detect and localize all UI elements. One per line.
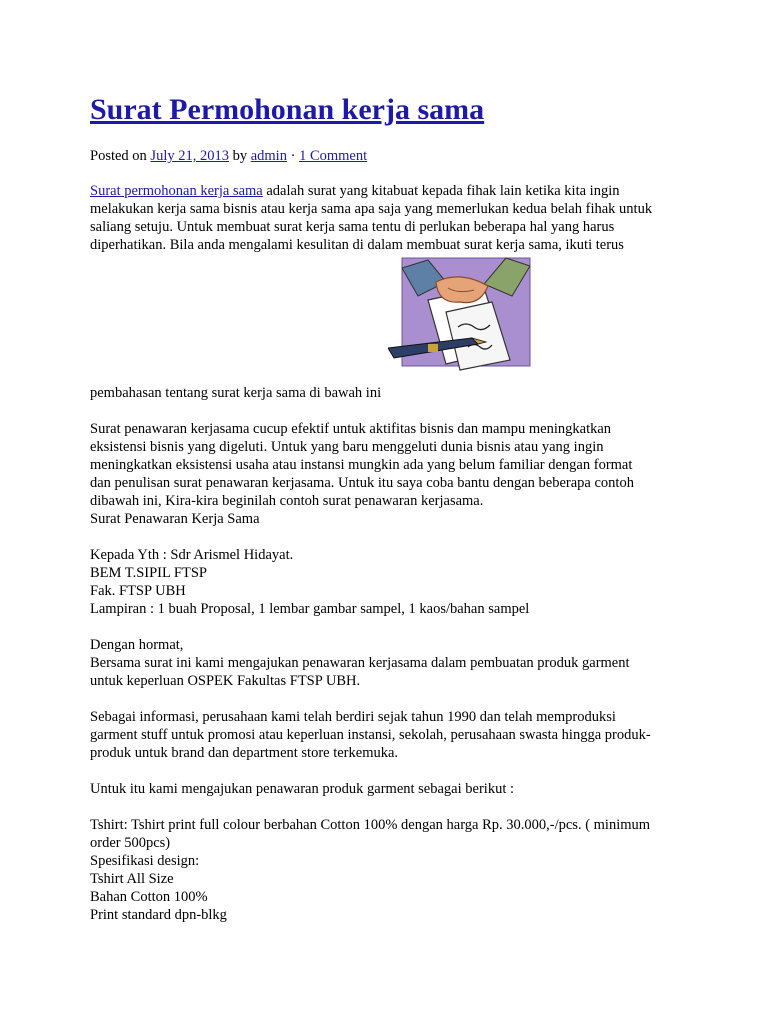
paragraph-2 xyxy=(90,420,690,528)
posted-on-label: Posted on xyxy=(90,148,147,164)
paragraph-2-line: Surat penawaran kerjasama cucup efektif untuk aktifitas bisnis dan mampu meningkatkan xyxy=(90,421,612,437)
offer-line: Bahan Cotton 100% xyxy=(90,889,208,905)
intro-line-1: adalah surat yang kitabuat kepada fihak lain ketika kita ingin xyxy=(262,183,620,199)
post-title xyxy=(90,92,484,128)
address-line: BEM T.SIPIL FTSP xyxy=(90,565,207,581)
info-block xyxy=(90,708,690,762)
paragraph-2-line: meningkatkan eksistensi usaha atau instansi mungkin ada yang belum familiar dengan format xyxy=(90,457,633,473)
offer-intro xyxy=(90,780,690,798)
offer-line: Print standard dpn-blkg xyxy=(90,907,227,923)
after-image-text xyxy=(90,384,690,402)
by-label: by xyxy=(232,148,248,164)
info-line: garment stuff untuk promosi atau keperluan instansi, sekolah, perusahaan swasta hingga produk- xyxy=(90,727,651,743)
greeting-line: Dengan hormat, xyxy=(90,637,184,653)
intro-paragraph xyxy=(90,182,690,254)
offer-intro-line: Untuk itu kami mengajukan penawaran produk garment sebagai berikut : xyxy=(90,781,514,797)
letter-heading: Surat Penawaran Kerja Sama xyxy=(90,511,260,527)
address-block xyxy=(90,546,690,618)
author-link[interactable]: admin xyxy=(250,148,287,164)
intro-line-3: saliang setuju. Untuk membuat surat kerja sama tentu di perlukan beberapa hal yang harus xyxy=(90,219,615,235)
post-title-link[interactable]: Surat Permohonan kerja sama xyxy=(90,93,485,126)
post-meta xyxy=(90,147,367,165)
intro-line-2: melakukan kerja sama bisnis atau kerja sama apa saja yang memerlukan kedua belah fihak untuk xyxy=(90,201,653,217)
paragraph-2-line: dan penulisan surat penawaran kerjasama. Untuk itu saya coba bantu dengan beberapa contoh xyxy=(90,475,634,491)
offer-line: Tshirt All Size xyxy=(90,871,174,887)
handshake-illustration xyxy=(388,252,534,372)
paragraph-2-line: dibawah ini, Kira-kira beginilah contoh surat penawaran kerjasama. xyxy=(90,493,484,509)
greeting-block xyxy=(90,636,690,690)
greeting-line: Bersama surat ini kami mengajukan penawaran kerjasama dalam pembuatan produk garment xyxy=(90,655,630,671)
post-date-link[interactable]: July 21, 2013 xyxy=(150,148,229,164)
offer-block xyxy=(90,816,690,924)
greeting-line: untuk keperluan OSPEK Fakultas FTSP UBH. xyxy=(90,673,361,689)
intro-line-4: diperhatikan. Bila anda mengalami kesulitan di dalam membuat surat kerja sama, ikuti terus xyxy=(90,237,624,253)
intro-link[interactable]: Surat permohonan kerja sama xyxy=(90,183,263,199)
offer-line: order 500pcs) xyxy=(90,835,171,851)
info-line: produk untuk brand dan department store terkemuka. xyxy=(90,745,399,761)
info-line: Sebagai informasi, perusahaan kami telah berdiri sejak tahun 1990 dan telah memproduksi xyxy=(90,709,616,725)
address-line: Kepada Yth : Sdr Arismel Hidayat. xyxy=(90,547,294,563)
address-line: Fak. FTSP UBH xyxy=(90,583,186,599)
after-image-line: pembahasan tentang surat kerja sama di bawah ini xyxy=(90,385,382,401)
paragraph-2-line: eksistensi bisnis yang digeluti. Untuk yang baru menggeluti dunia bisnis atau yang ingin xyxy=(90,439,604,455)
offer-line: Spesifikasi design: xyxy=(90,853,200,869)
comments-link[interactable]: 1 Comment xyxy=(299,148,368,164)
address-line: Lampiran : 1 buah Proposal, 1 lembar gambar sampel, 1 kaos/bahan sampel xyxy=(90,601,530,617)
offer-line: Tshirt: Tshirt print full colour berbahan Cotton 100% dengan harga Rp. 30.000,-/pcs. ( minimum xyxy=(90,817,651,833)
meta-separator: · xyxy=(290,148,296,164)
